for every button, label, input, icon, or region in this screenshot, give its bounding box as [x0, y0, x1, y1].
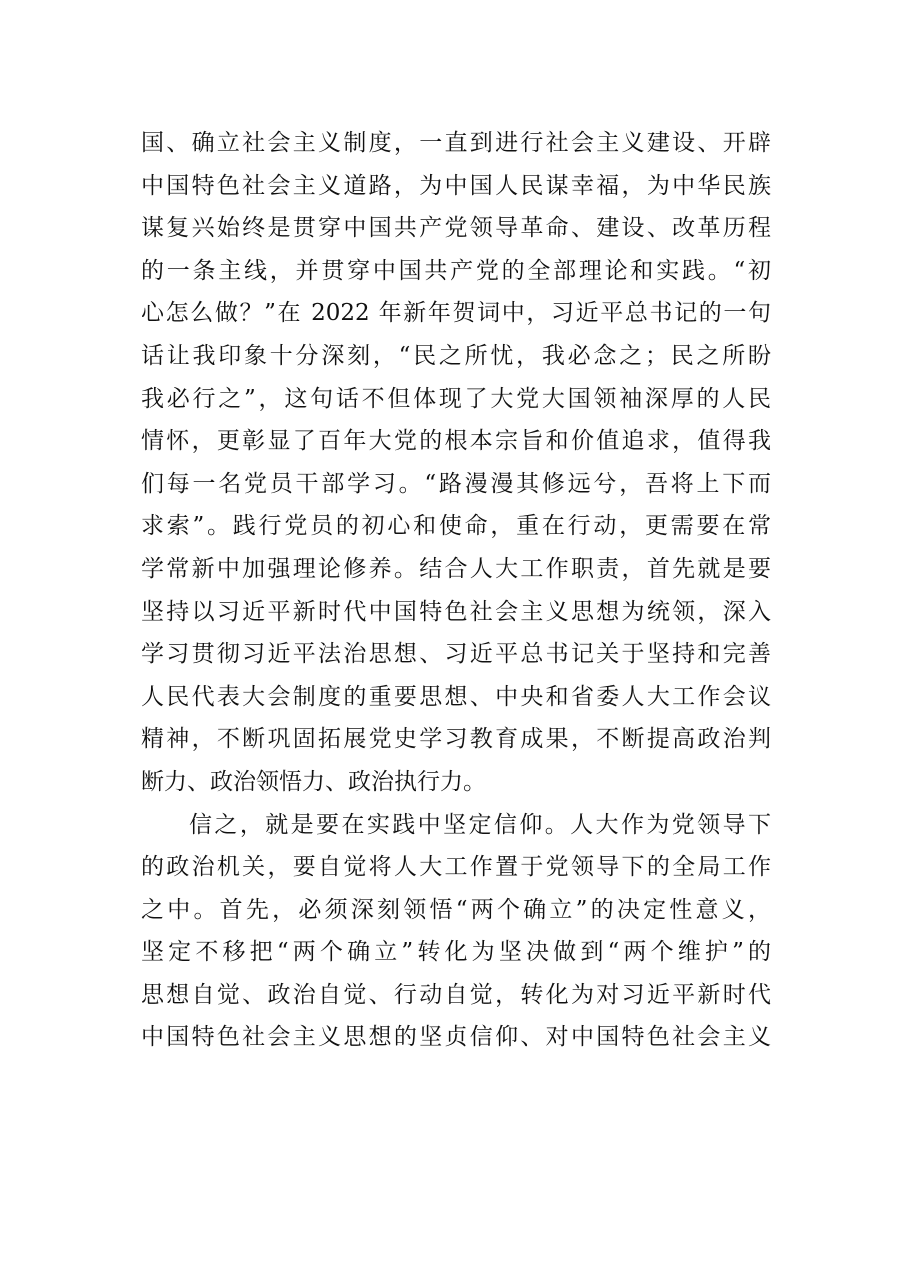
text-line: 坚持以习近平新时代中国特色社会主义思想为统领，深入: [141, 598, 771, 625]
text-line: 们每一名党员干部学习。“路漫漫其修远兮，吾将上下而: [141, 470, 771, 497]
body-text: [141, 122, 771, 1059]
text-line: 思想自觉、政治自觉、行动自觉，转化为对习近平新时代: [141, 981, 771, 1008]
text-line: 的政治机关，要自觉将人大工作置于党领导下的全局工作: [141, 854, 771, 881]
text-line: 情怀，更彰显了百年大党的根本宗旨和价值追求，值得我: [141, 428, 771, 455]
text-line: 学习贯彻习近平法治思想、习近平总书记关于坚持和完善: [141, 641, 771, 668]
text-line: 的一条主线，并贯穿中国共产党的全部理论和实践。“初: [141, 257, 771, 284]
text-line: 坚定不移把“两个确立”转化为坚决做到“两个维护”的: [141, 939, 771, 966]
text-line: 话让我印象十分深刻，“民之所忧，我必念之；民之所盼: [141, 342, 771, 369]
text-line: 人民代表大会制度的重要思想、中央和省委人大工作会议: [141, 683, 771, 710]
text-line: 我必行之”，这句话不但体现了大党大国领袖深厚的人民: [141, 385, 771, 412]
text-line: 之中。首先，必须深刻领悟“两个确立”的决定性意义，: [141, 896, 771, 923]
text-line: 中国特色社会主义思想的坚贞信仰、对中国特色社会主义: [141, 1024, 771, 1051]
text-line: 国、确立社会主义制度，一直到进行社会主义建设、开辟: [141, 130, 771, 156]
text-line: 求索”。践行党员的初心和使命，重在行动，更需要在常: [141, 513, 771, 540]
text-line: 断力、政治领悟力、政治执行力。: [141, 768, 486, 795]
text-line: 心怎么做？”在 2022 年新年贺词中，习近平总书记的一句: [141, 300, 771, 327]
text-line: 信之，就是要在实践中坚定信仰。人大作为党领导下: [189, 811, 771, 838]
text-line: 谋复兴始终是贯穿中国共产党领导革命、建设、改革历程: [141, 215, 771, 242]
text-line: 精神，不断巩固拓展党史学习教育成果，不断提高政治判: [141, 726, 771, 753]
text-line: 学常新中加强理论修养。结合人大工作职责，首先就是要: [141, 555, 771, 582]
text-line: 中国特色社会主义道路，为中国人民谋幸福，为中华民族: [141, 172, 771, 199]
